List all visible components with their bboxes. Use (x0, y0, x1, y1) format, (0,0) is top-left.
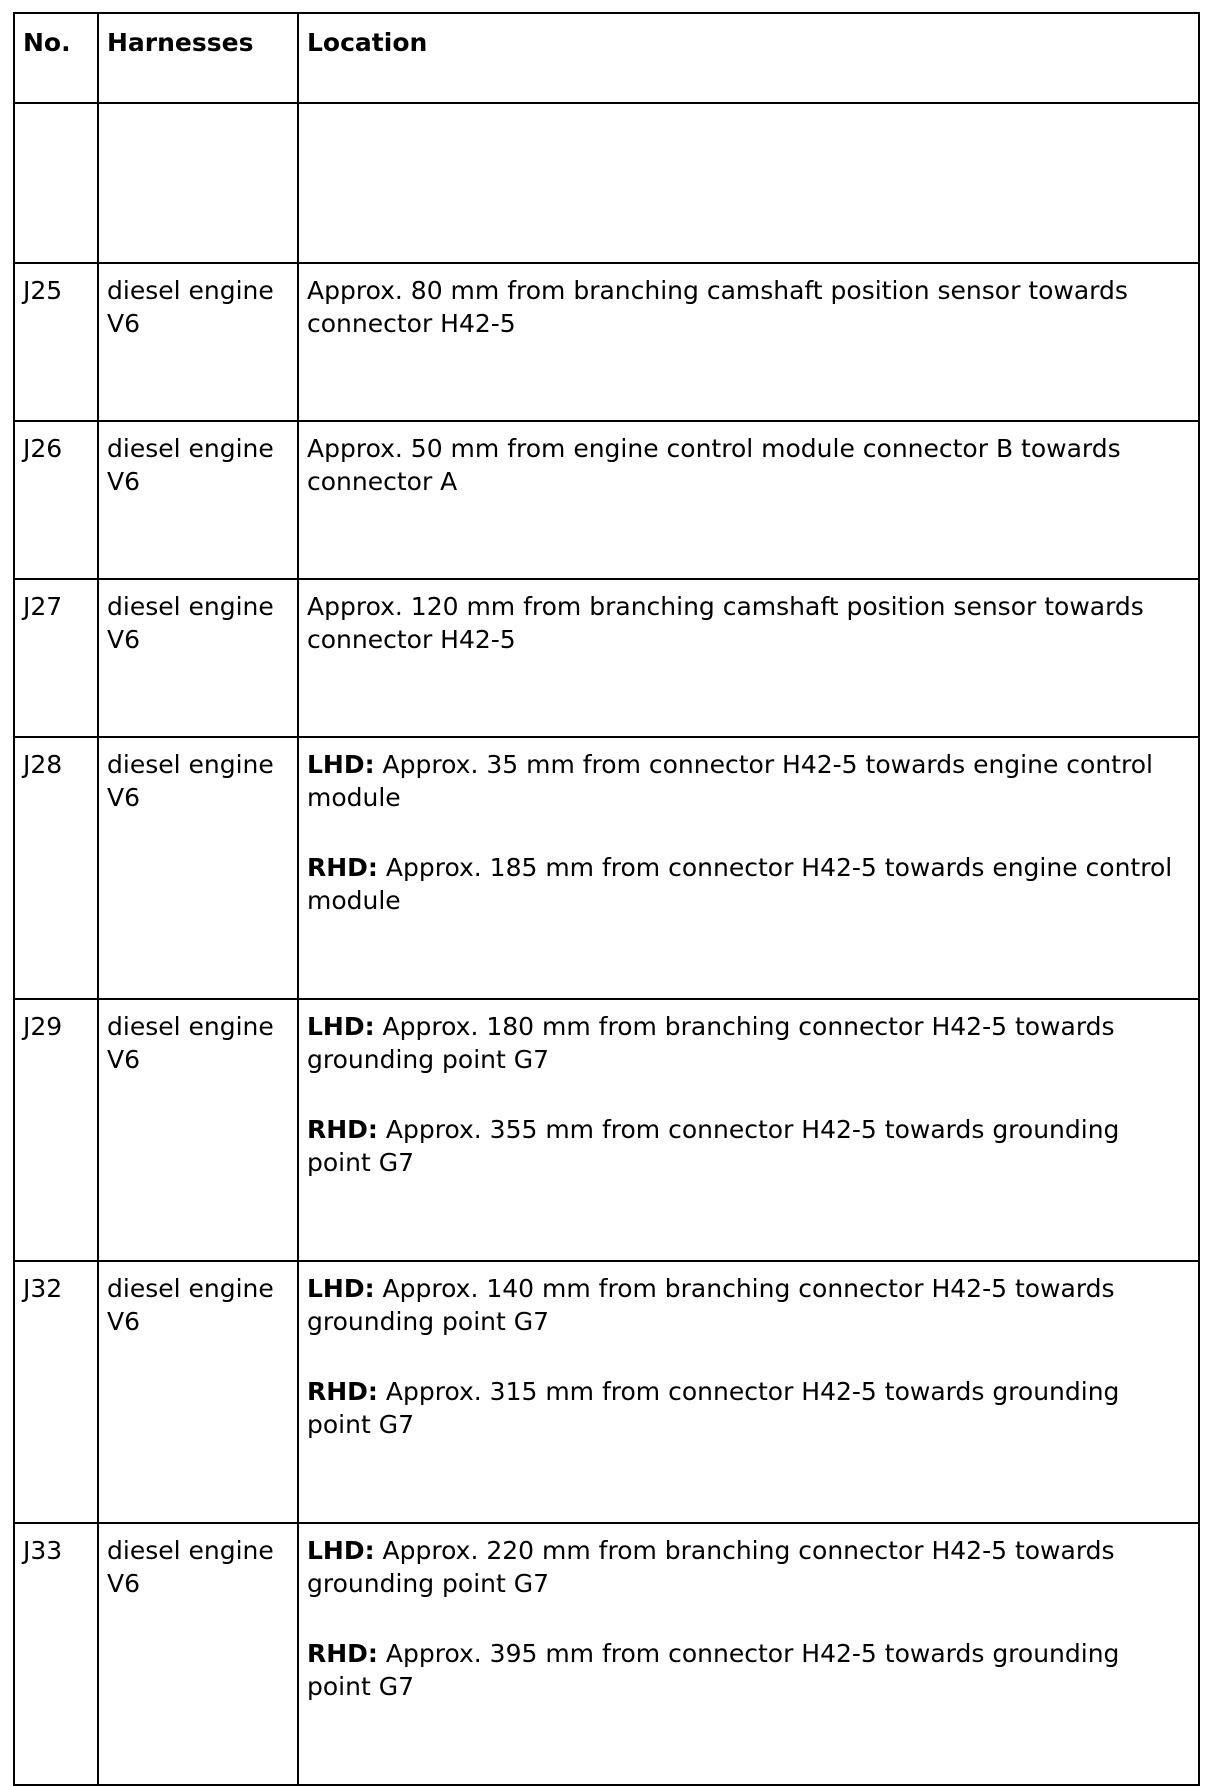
harness-variant: V6 (107, 625, 141, 654)
harness-cell (98, 579, 298, 737)
location-cell (298, 421, 1199, 579)
harness-variant: V6 (107, 309, 141, 338)
lhd-text: Approx. 180 mm from branching connector H42-5 towards grounding point G7 (307, 1012, 1115, 1074)
location-cell (298, 263, 1199, 421)
harness-name: diesel engine (107, 750, 274, 779)
harness-cell (98, 1523, 298, 1785)
lhd-text: Approx. 140 mm from branching connector H42-5 towards grounding point G7 (307, 1274, 1115, 1336)
harness-name: diesel engine (107, 434, 274, 463)
harness-variant: V6 (107, 783, 141, 812)
harness-name: diesel engine (107, 592, 274, 621)
location-text: Approx. 80 mm from branching camshaft position sensor towards connector H42-5 (307, 276, 1128, 338)
location-cell (298, 1261, 1199, 1523)
table-row (14, 999, 1199, 1261)
lhd-label: LHD: (307, 1536, 375, 1565)
harness-cell (98, 421, 298, 579)
lhd-label: LHD: (307, 1274, 375, 1303)
table-row (14, 737, 1199, 999)
rhd-label: RHD: (307, 1115, 378, 1144)
header-no: No. (14, 13, 98, 103)
table-row (14, 421, 1199, 579)
harness-variant: V6 (107, 467, 141, 496)
rhd-location (307, 851, 1190, 917)
harness-name: diesel engine (107, 1274, 274, 1303)
lhd-label: LHD: (307, 750, 375, 779)
harness-name: diesel engine (107, 1536, 274, 1565)
row-number: J33 (14, 1523, 98, 1785)
empty-cell (298, 103, 1199, 263)
rhd-label: RHD: (307, 1639, 378, 1668)
table-row-empty (14, 103, 1199, 263)
location-cell (298, 579, 1199, 737)
lhd-location (307, 748, 1190, 814)
lhd-label: LHD: (307, 1012, 375, 1041)
table-row (14, 263, 1199, 421)
harness-location-table (13, 12, 1200, 1786)
harness-name: diesel engine (107, 276, 274, 305)
empty-cell (14, 103, 98, 263)
harness-cell (98, 1261, 298, 1523)
header-location: Location (298, 13, 1199, 103)
rhd-text: Approx. 395 mm from connector H42-5 towards grounding point G7 (307, 1639, 1120, 1701)
row-number: J32 (14, 1261, 98, 1523)
rhd-text: Approx. 185 mm from connector H42-5 towards engine control module (307, 853, 1173, 915)
harness-cell (98, 263, 298, 421)
table-row (14, 1523, 1199, 1785)
rhd-location (307, 1113, 1190, 1179)
rhd-label: RHD: (307, 1377, 378, 1406)
harness-variant: V6 (107, 1045, 141, 1074)
rhd-location (307, 1637, 1190, 1703)
row-number: J27 (14, 579, 98, 737)
lhd-location (307, 1534, 1190, 1600)
table-row (14, 579, 1199, 737)
row-number: J25 (14, 263, 98, 421)
harness-cell (98, 999, 298, 1261)
lhd-text: Approx. 35 mm from connector H42-5 towards engine control module (307, 750, 1153, 812)
harness-cell (98, 737, 298, 999)
rhd-location (307, 1375, 1190, 1441)
row-number: J26 (14, 421, 98, 579)
lhd-location (307, 1272, 1190, 1338)
harness-name: diesel engine (107, 1012, 274, 1041)
location-cell (298, 1523, 1199, 1785)
harness-variant: V6 (107, 1307, 141, 1336)
rhd-text: Approx. 315 mm from connector H42-5 towards grounding point G7 (307, 1377, 1120, 1439)
harness-variant: V6 (107, 1569, 141, 1598)
rhd-label: RHD: (307, 853, 378, 882)
table-header-row (14, 13, 1199, 103)
row-number: J28 (14, 737, 98, 999)
rhd-text: Approx. 355 mm from connector H42-5 towards grounding point G7 (307, 1115, 1120, 1177)
location-cell (298, 999, 1199, 1261)
table-row (14, 1261, 1199, 1523)
location-text: Approx. 50 mm from engine control module connector B towards connector A (307, 434, 1121, 496)
header-harnesses: Harnesses (98, 13, 298, 103)
location-cell (298, 737, 1199, 999)
empty-cell (98, 103, 298, 263)
location-text: Approx. 120 mm from branching camshaft position sensor towards connector H42-5 (307, 592, 1144, 654)
row-number: J29 (14, 999, 98, 1261)
lhd-location (307, 1010, 1190, 1076)
lhd-text: Approx. 220 mm from branching connector H42-5 towards grounding point G7 (307, 1536, 1115, 1598)
